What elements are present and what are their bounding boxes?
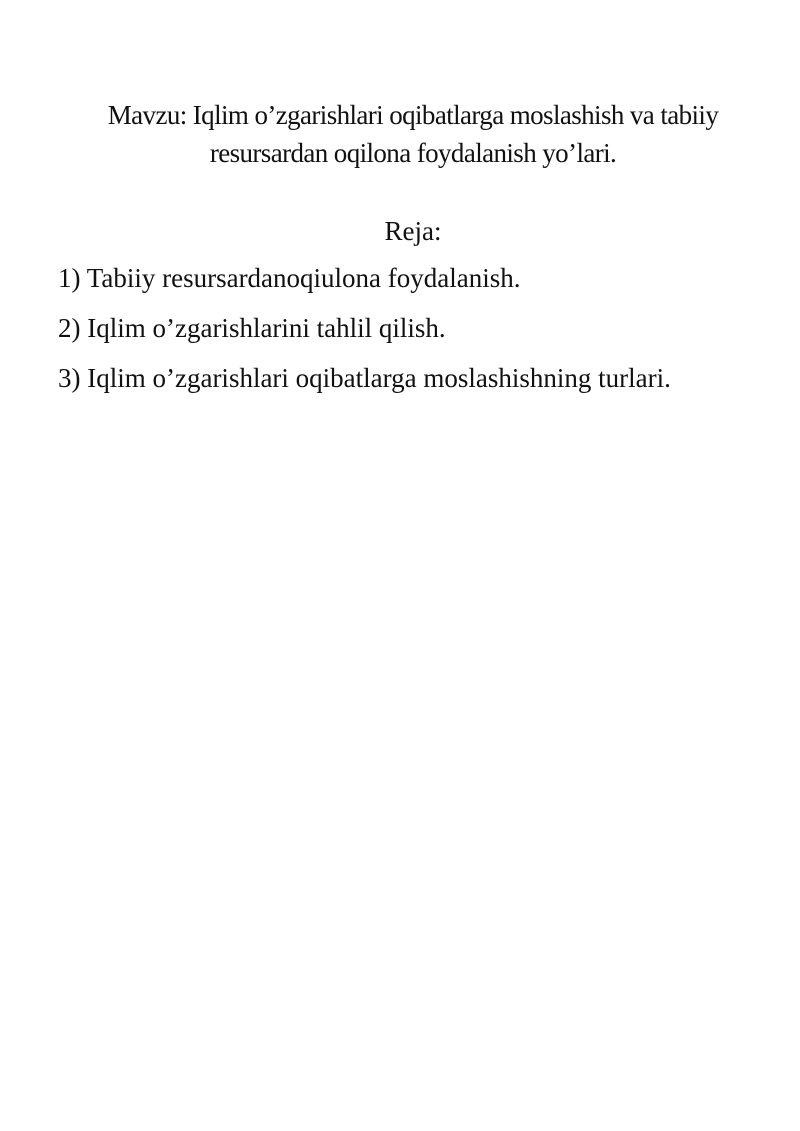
plan-item-1: 1) Tabiiy resursardanoqiulona foydalanish. [58,263,521,293]
document-title [60,96,766,172]
plan-item-3: 3) Iqlim o’zgarishlari oqibatlarga moslashishning turlari. [58,363,671,393]
title-line-1: Mavzu: Iqlim o’zgarishlari oqibatlarga moslashish va tabiiy [107,100,719,130]
plan-item-2: 2) Iqlim o’zgarishlarini tahlil qilish. [58,313,446,343]
title-line-2: resursardan oqilona foydalanish yo’lari. [209,138,617,168]
plan-list [58,259,671,409]
plan-heading: Reja: [384,216,442,246]
